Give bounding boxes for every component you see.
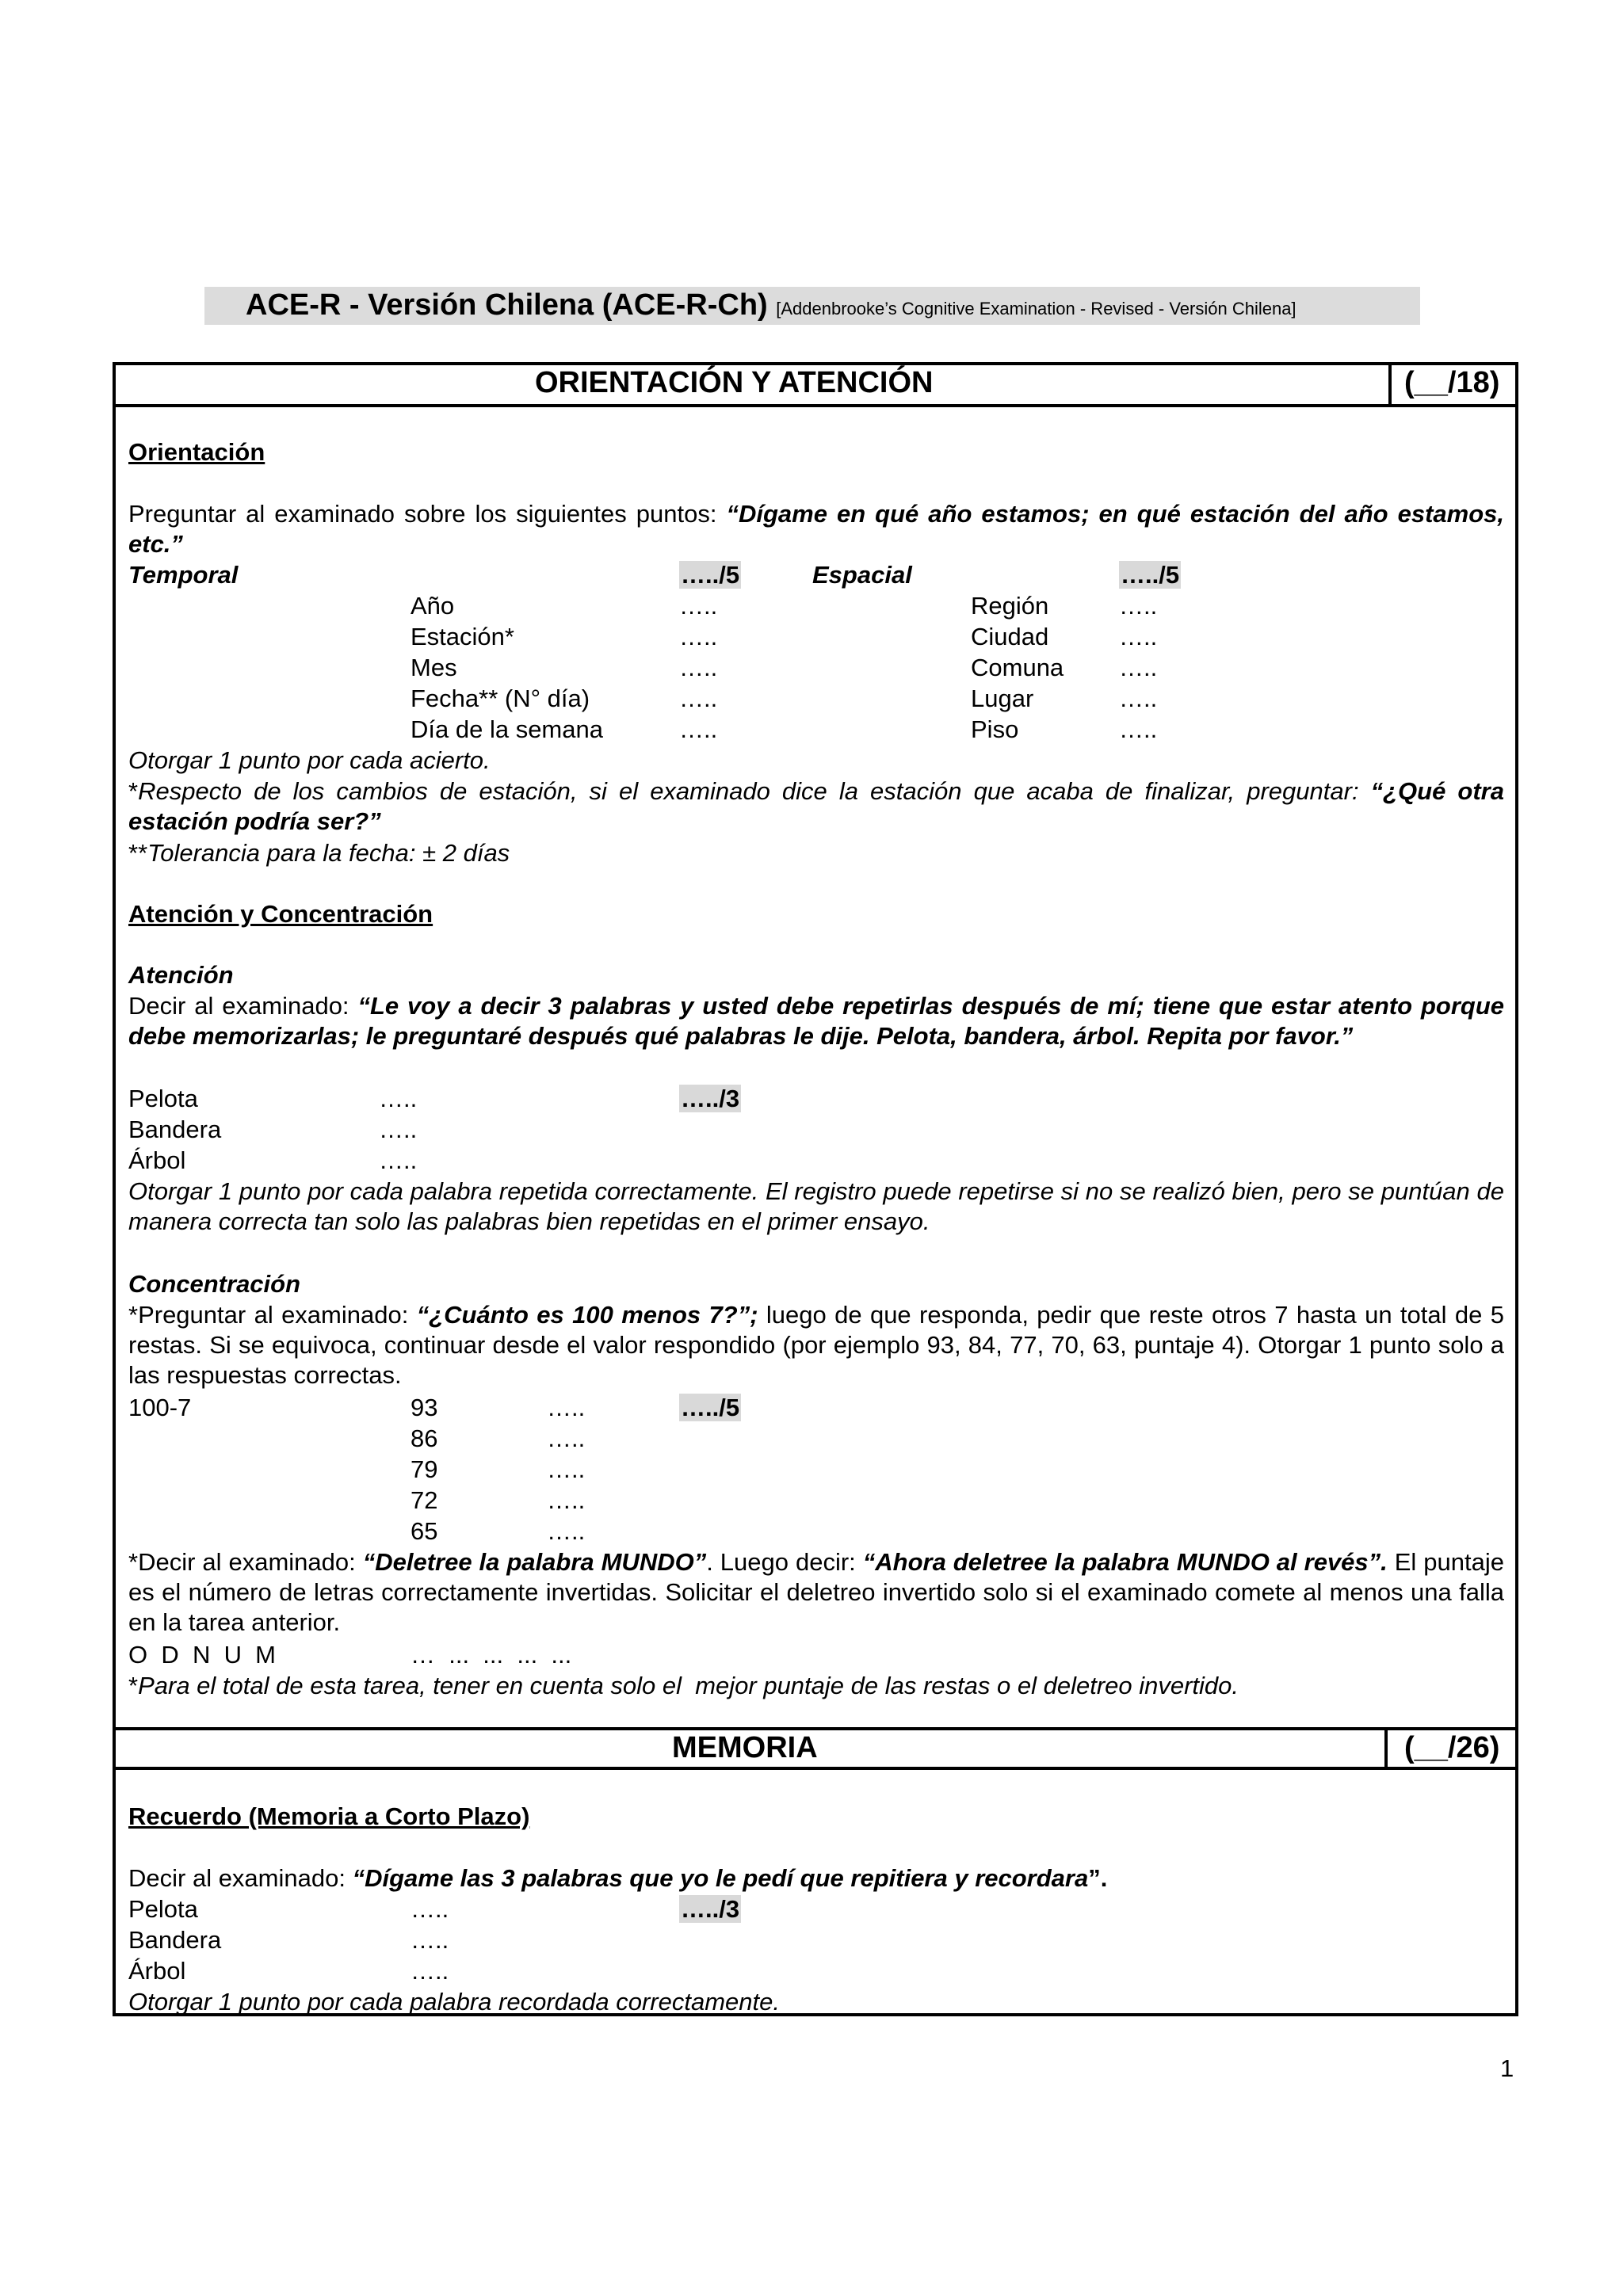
answer-blank[interactable]: ….. bbox=[411, 1957, 449, 1985]
section-title-memoria: MEMORIA bbox=[672, 1731, 818, 1764]
temporal-item: Mes bbox=[411, 654, 457, 681]
recuerdo-score[interactable]: …../3 bbox=[681, 1895, 740, 1923]
estacion-note: *Respecto de los cambios de estación, si el examinado dice la estación que acaba de finalizar, preguntar: “¿Qué otra estación podría ser?” bbox=[128, 777, 1504, 835]
atencion-label: Atención bbox=[128, 961, 234, 989]
word-item: Árbol bbox=[128, 1957, 186, 1985]
orientacion-instructions: Preguntar al examinado sobre los siguientes puntos: “Dígame en qué año estamos; en qué estación del año estamos, etc.” bbox=[128, 500, 1504, 558]
subtraction-label: 100-7 bbox=[128, 1394, 192, 1421]
espacial-item: Lugar bbox=[971, 685, 1034, 712]
section2-header-divider bbox=[113, 1767, 1518, 1770]
odnum-blanks[interactable]: … ... ... ... ... bbox=[411, 1641, 572, 1669]
temporal-item: Estación* bbox=[411, 623, 514, 650]
answer-blank[interactable]: ….. bbox=[679, 654, 718, 681]
answer-blank[interactable]: ….. bbox=[547, 1455, 586, 1483]
word-item: Bandera bbox=[128, 1116, 222, 1143]
section2-top-divider bbox=[113, 1727, 1518, 1730]
answer-blank[interactable]: ….. bbox=[1119, 654, 1158, 681]
espacial-item: Ciudad bbox=[971, 623, 1049, 650]
answer-blank[interactable]: ….. bbox=[411, 1895, 449, 1923]
subtraction-value: 93 bbox=[411, 1394, 438, 1421]
page-number: 1 bbox=[1500, 2054, 1514, 2082]
temporal-item: Año bbox=[411, 592, 455, 620]
answer-blank[interactable]: ….. bbox=[379, 1146, 418, 1174]
answer-blank[interactable]: ….. bbox=[679, 592, 718, 620]
final-note: *Para el total de esta tarea, tener en cuenta solo el mejor puntaje de las restas o el deletreo invertido. bbox=[128, 1672, 1239, 1699]
answer-blank[interactable]: ….. bbox=[379, 1085, 418, 1112]
answer-blank[interactable]: ….. bbox=[379, 1116, 418, 1143]
word-item: Pelota bbox=[128, 1895, 198, 1923]
section1-header-divider bbox=[113, 404, 1518, 407]
temporal-item: Fecha** (N° día) bbox=[411, 685, 590, 712]
section1-score-divider bbox=[1388, 364, 1392, 406]
concentracion-instructions: *Preguntar al examinado: “¿Cuánto es 100 menos 7?”; luego de que responda, pedir que reste otros 7 hasta un total de 5 restas. Si se equivoca, continuar desde el valor respondido (por ejemplo 93, 84, 77, 70, 63, puntaje 4). Otorgar 1 punto solo a las respuestas correctas. bbox=[128, 1301, 1504, 1389]
temporal-item: Día de la semana bbox=[411, 715, 603, 743]
espacial-item: Comuna bbox=[971, 654, 1064, 681]
answer-blank[interactable]: ….. bbox=[547, 1486, 586, 1514]
answer-blank[interactable]: ….. bbox=[547, 1425, 586, 1452]
temporal-label: Temporal bbox=[128, 561, 239, 589]
document-title: ACE-R - Versión Chilena (ACE-R-Ch) [Addenbrooke’s Cognitive Examination - Revised - Versión Chilena] bbox=[246, 288, 1296, 322]
answer-blank[interactable]: ….. bbox=[1119, 623, 1158, 650]
espacial-item: Piso bbox=[971, 715, 1019, 743]
heading-recuerdo: Recuerdo (Memoria a Corto Plazo) bbox=[128, 1802, 530, 1830]
atencion-score[interactable]: …../3 bbox=[681, 1085, 740, 1112]
atencion-instructions: Decir al examinado: “Le voy a decir 3 palabras y usted debe repetirlas después de mí; tiene que estar atento porque debe memorizarlas; le preguntaré después qué palabras le dije. Pelota, bandera, árbol. Repita por favor.” bbox=[128, 992, 1504, 1050]
answer-blank[interactable]: ….. bbox=[1119, 685, 1158, 712]
answer-blank[interactable]: ….. bbox=[411, 1926, 449, 1954]
heading-orientacion: Orientación bbox=[128, 438, 265, 466]
heading-atencion-concentracion: Atención y Concentración bbox=[128, 900, 433, 928]
word-item: Bandera bbox=[128, 1926, 222, 1954]
deletreo-instructions: *Decir al examinado: “Deletree la palabra MUNDO”. Luego decir: “Ahora deletree la palabra MUNDO al revés”. El puntaje es el número de letras correctamente invertidas. Solicitar el deletreo invertido solo si el examinado comete al menos una falla en la tarea anterior. bbox=[128, 1548, 1504, 1636]
section-score-orientacion: (__/18) bbox=[1404, 366, 1500, 399]
espacial-item: Región bbox=[971, 592, 1049, 620]
section-title-orientacion: ORIENTACIÓN Y ATENCIÓN bbox=[535, 366, 934, 399]
concentracion-label: Concentración bbox=[128, 1270, 301, 1298]
recuerdo-note: Otorgar 1 punto por cada palabra recordada correctamente. bbox=[128, 1988, 780, 2016]
answer-blank[interactable]: ….. bbox=[679, 685, 718, 712]
answer-blank[interactable]: ….. bbox=[679, 715, 718, 743]
fecha-tolerance-note: **Tolerancia para la fecha: ± 2 días bbox=[128, 839, 510, 867]
section2-score-divider bbox=[1384, 1729, 1388, 1768]
answer-blank[interactable]: ….. bbox=[679, 623, 718, 650]
answer-blank[interactable]: ….. bbox=[1119, 715, 1158, 743]
word-item: Árbol bbox=[128, 1146, 186, 1174]
espacial-label: Espacial bbox=[812, 561, 912, 589]
subtraction-value: 86 bbox=[411, 1425, 438, 1452]
section-score-memoria: (__/26) bbox=[1404, 1731, 1500, 1764]
atencion-note: Otorgar 1 punto por cada palabra repetida correctamente. El registro puede repetirse si no se realizó bien, pero se puntúan de manera correcta tan solo las palabras bien repetidas en el primer ensayo. bbox=[128, 1177, 1504, 1235]
subtraction-value: 65 bbox=[411, 1517, 438, 1545]
subtraction-value: 72 bbox=[411, 1486, 438, 1514]
word-item: Pelota bbox=[128, 1085, 198, 1112]
espacial-score[interactable]: …../5 bbox=[1121, 561, 1180, 589]
answer-blank[interactable]: ….. bbox=[547, 1394, 586, 1421]
answer-blank[interactable]: ….. bbox=[1119, 592, 1158, 620]
recuerdo-instructions: Decir al examinado: “Dígame las 3 palabras que yo le pedí que repitiera y recordara”. bbox=[128, 1864, 1108, 1892]
answer-blank[interactable]: ….. bbox=[547, 1517, 586, 1545]
temporal-score[interactable]: …../5 bbox=[681, 561, 740, 589]
subtraction-value: 79 bbox=[411, 1455, 438, 1483]
odnum-letters: O D N U M bbox=[128, 1641, 276, 1669]
concentracion-score[interactable]: …../5 bbox=[681, 1394, 740, 1421]
document-subtitle: [Addenbrooke’s Cognitive Examination - Revised - Versión Chilena] bbox=[776, 299, 1296, 318]
orientacion-note: Otorgar 1 punto por cada acierto. bbox=[128, 746, 491, 774]
